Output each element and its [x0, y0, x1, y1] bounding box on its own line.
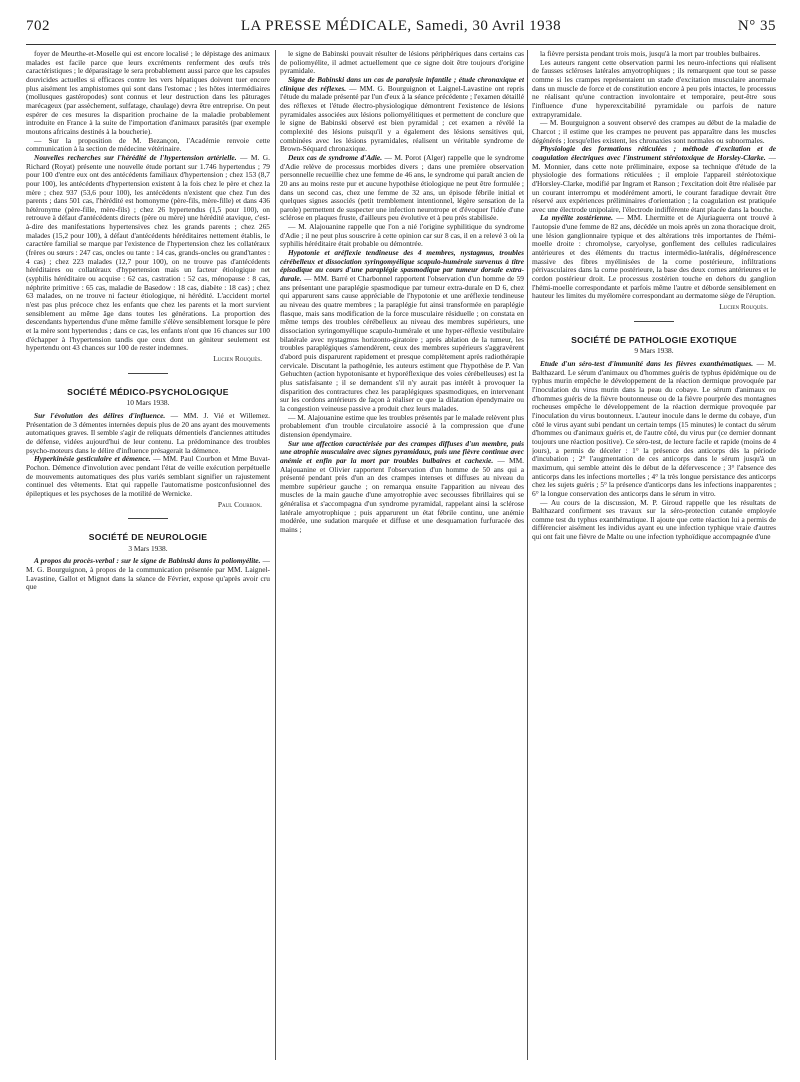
section-date: 9 Mars 1938.: [634, 346, 674, 356]
article-body: — M. Porot (Alger) rappelle que le syndrome d'Adie relève de processus morbides divers ; dans une première observation personnelle recueillie chez une femme de 46 ans, le syndrome qui paraît ancien de 20 ans au moins reste pur et aucune hypothèse étiologique ne peut être formulée ; dans un second cas, chez une femme de 32 ans, un épisode fébrile initial et quelques signes associés (petit tremblement intentionnel, légère sensation de la parole) permettent de suspecter une infection neurotrope et d'évoquer l'idée d'une sclérose en plaques fruste, d'ailleurs peu évolutive et à peu près stabilisée.: [280, 152, 524, 223]
paragraph: le signe de Babinski pouvait résulter de lésions périphériques dans certains cas de poliomyélite, il admet actuellement que ce signe doit être toujours d'origine pyramidale.: [280, 50, 524, 76]
article: [280, 154, 524, 223]
article-title: Nouvelles recherches sur l'hérédité de l'hypertension artérielle.: [34, 152, 237, 162]
article-title: Sur l'évolution des délires d'influence.: [34, 410, 166, 420]
article-title: Sur une affection caractérisée par des crampes diffuses d'un membre, puis une atrophie musculaire avec signes pyramidaux, puis une fièvre continue avec anémie et enfin par la mort par troubles bulbaires et cachexie.: [280, 438, 524, 465]
article-body: — MM. Barré et Charbonnel rapportent l'observation d'un homme de 59 ans présentant une paraplégie spasmodique par tumeur extra-durale en D 6, chez qui apparurent sans cause appréciable de l'hypotonie et une aréflexie tendineuse au niveau des quatre membres ; la paraplégie fut ainsi transformée en paraplégie flasque, mais sans modification de la force musculaire résiduelle ; on constata en même temps des troubles cérébelleux au niveau des membres supérieurs, une dissociation syringomyélique scapulo-humérale et une hyper-réflexie vestibulaire bilatérale avec nystagmus horizonto-giratoire ; après ablation de la tumeur, les troubles paraplégiques s'amendèrent, ceux des membres supérieurs s'aggravèrent d'abord puis disparurent rapidement et presque complètement après radiothérapie cervicale. Discutant la pathogénie, les auteurs estiment que l'hypothèse de P. Van Gehuchten (action hypotonisante et hyporéflexique des voies cérébelleuses) est la plus satisfaisante ; il se demandent s'il n'y aurait pas intérêt à provoquer la disparition des contractures chez les paraplégiques spasmodiques, en intervenant sur les cordons antérieurs de façon à réaliser ce que la dilatation épendymaire ou la congestion veineuse passive a produit chez leurs malades.: [280, 274, 524, 413]
article: [532, 214, 776, 301]
article-title: Physiologie des formations réticulées ; méthode d'excitation et de coagulation électriques avec l'instrument stéréotoxique de Horsley-Clarke.: [532, 144, 776, 162]
article-title: Hypotonie et aréflexie tendineuse des 4 membres, nystagmus, troubles cérébelleux et dissociation syringomyélique scapulo-humérale survenus à titre épisodique au cours d'une paraplégie spasmodique par tumeur dorsale extra-durale.: [280, 248, 524, 284]
column-1: [26, 50, 270, 1070]
section-heading: SOCIÉTÉ DE PATHOLOGIE EXOTIQUE: [571, 334, 737, 345]
article-title: Hyperkinésie gesticulaire et démence.: [34, 454, 151, 464]
article: [280, 249, 524, 413]
article: [532, 145, 776, 214]
article-title: La myélite zostérienne.: [540, 213, 614, 223]
article: [26, 412, 270, 455]
column-3: [532, 50, 776, 1070]
article-body: — M. Monnier, dans cette note préliminaire, expose sa technique d'étude de la physiologie des formations réticulées ; il emploie l'appareil stéréotoxique d'Horsley-Clarke, modifié par Ingram et Ranson ; l'excitation doit être réalisée par un courant interrompu et modérément amorti, le courant faradique devrait être réservé aux expériences préliminaires d'orientation ; la coagulation est pratiquée avec une électrode unipolaire, l'électrode indifférente étant placée dans la bouche.: [532, 152, 776, 214]
signature: Lucien Rouquès.: [719, 302, 768, 312]
column-rule: [275, 50, 276, 1060]
article-body: — M. G. Richard (Royat) présente une nouvelle étude portant sur 1.746 hypertendus ; 79 pour 100 d'entre eux ont des antécédents familiaux d'hypertension ; chez 153 (8,7 pour 100), les antécédents d'hypertension existent à la fois chez le père et chez la mère ; chez 937 (53,6 pour 100), les antécédents n'existent que chez l'un des parents ; dans 501 cas, l'hérédité est homonyme (père-fils, mère-fille) et dans 436 hétéronyme (père-fille, mère-fils) ; chez 26 hypertendus (1,5 pour 100), on retrouve à défaut d'antécédents directs (père ou mère) une hérédité atavique, c'est-à-dire des manifestations hypertensives chez les grands parents ; chez 265 malades (15,2 pour 100), à défaut d'antécédents héréditaires nettement établis, le caractère familial se marque par l'existence de l'hypertension chez les collatéraux (frères ou sœurs : 247 cas, oncles ou tante : 14 cas, grands-oncles ou grand'tantes : 4 cas) ; chez 223 malades (12,7 pour 100), on ne trouve pas d'antécédents héréditaires ou collatéraux d'hypertension mais un facteur étiologique net (syphilis héréditaire ou acquise : 62 cas, castration : 52 cas, ménopause : 8 cas, néphrite primitive : 65 cas, maladie de Basedow : 18 cas, diabète : 18 cas) ; chez 63 malades, on ne trouve ni facteur étiologique, ni hérédité. L'accident mortel n'est pas plus précoce chez les enfants que chez les parents et la mort survient sensiblement au même âge dans toutes les générations. La proportion des descendants hypertendus d'une même famille s'élève sensiblement lorsque le père et la mère sont hypertendus ; dans ce cas, les enfants n'ont que 16 chances sur 100 d'échapper à l'hypertension tandis que ceux dont un géniteur seulement est hypertendu ont 43 chances sur 100 de rester indemnes.: [26, 152, 270, 353]
article: [280, 440, 524, 535]
article-body: — MM. Alajouanine et Olivier rapportent l'observation d'un homme de 50 ans qui a présenté pendant près d'un an des crampes intenses et diffuses au niveau du membre supérieur gauche ; on remarqua ensuite l'apparition au niveau des muscles de la main gauche d'une amyotrophie avec secousses fibrillaires qui se généralisa et s'accompagna d'un syndrome pyramidal, rappelant ainsi la sclérose latérale amyotrophique ; puis apparurent un état fébrile continu, une anémie modérée, une sudation marquée et diffuse et une desquamation furfuracée des mains ;: [280, 455, 524, 535]
paragraph: la fièvre persista pendant trois mois, jusqu'à la mort par troubles bulbaires.: [540, 50, 761, 58]
article-body: — MM. Paul Courbon et Mme Buvat-Pochon. Démence d'involution avec pendant l'état de veille exécution perpétuelle de mouvements automatiques des plus variés semblant signifier un rajustement continuel des vêtements. Etat qui rappelle l'automatisme postconfusionnel des épileptiques et les psychoses de la motilité de Wernicke.: [26, 454, 270, 498]
section-date: 10 Mars 1938.: [126, 398, 170, 408]
article: [26, 455, 270, 498]
journal-title: LA PRESSE MÉDICALE, Samedi, 30 Avril 1938: [240, 18, 562, 34]
paragraph: — M. Bourguignon a souvent observé des crampes au début de la maladie de Charcot ; il estime que les crampes ne peuvent pas apparaître dans les muscles dégénérés ; lorsqu'elles existent, les chronaxies sont normales ou subnormales.: [532, 118, 776, 145]
article-body: — MM. Lhermitte et de Ajuriaguerra ont trouvé à l'autopsie d'une femme de 82 ans, décédée un mois après un zona thoracique droit, une lésion ganglionnaire typique et des altérations très importantes de l'hémi-moelle droite : chromolyse, caryolyse, gonflement des cellules radiculaires antérieures et des éléments du tractus intermédio-latéralis, dégénérescence massive des fibres myélinisées de la corne postérieure, infiltrations périvasculaires dans la corne postérieure, la base des deux cornes antérieures et le cordon postérieur droit. Le processus zostérien touche en dehors du ganglion l'hémi-moelle correspondante et parfois même l'autre et déborde sensiblement en hauteur les limites du myélomère correspondant au dermatome siège de l'éruption.: [532, 213, 776, 301]
separator: [128, 518, 168, 519]
article-title: Signe de Babinski dans un cas de paralysie infantile ; étude chronaxique et clinique des réflexes.: [280, 74, 524, 93]
article-title: A propos du procès-verbal : sur le signe de Babinski dans la poliomyélite.: [34, 556, 261, 566]
article-title: Etude d'un séro-test d'immunité dans les fièvres exanthématiques.: [540, 359, 754, 368]
column-rule: [527, 50, 528, 1060]
article-title: Deux cas de syndrome d'Adie.: [288, 152, 383, 162]
article-body: — MM. G. Bourguignon et Laignel-Lavastine ont repris l'étude du malade présenté par l'un d'eux à la séance précédente ; l'examen détaillé des réflexes et l'étude électro-physiologique démontrent l'existence de lésions pyramidales associées aux lésions poliomyélitiques et permettent de conclure que le signe de Babinski observé est bien pyramidal ; cet examen a révélé la complexité des lésions puisqu'il y a également des lésions sensitives qui, combinées avec les lésions pyramidales, réalisent un véritable syndrome de Brown-Séquard chronaxique.: [280, 83, 524, 154]
separator: [634, 321, 674, 322]
article-body: — M. Balthazard. Le sérum d'animaux ou d'hommes guéris de typhus épidémique ou de typhus murin empêche le développement de la réaction dermique provoquée par l'inoculation du virus murin dans la peau du cobaye. Le sérum d'animaux ou d'hommes guéris de la fièvre boutonneuse ou de la fièvre pourprée des montagnes rocheuses empêche le développement de la réaction dermique provoquée par l'inoculation du virus boutonneux. L'auteur inocule dans le derme du cobaye, d'un côté le virus ayant subi pendant un certain temps (15 minutes) le contact du sérum d'hommes ou d'animaux guéris et, de l'autre côté, du virus pur (ce dernier donnant toujours une réaction positive). Ce séro-test, de lecture facile et rapide (moins de 4 jours), a permis de déceler : 1° la présence des anticorps dès la période d'incubation ; 2° l'augmentation de ces anticorps dans le sérum jusqu'à un maximum, qui semble atteint dès le début de la défervescence ; 3° l'absence des anticorps dans les infections mortelles ; 4° la très longue persistance des anticorps chez les sujets guéris ; 5° la présence d'anticorps dans les infections inapparentes ; 6° la longue conservation des anticorps dans le sérum in vitro.: [532, 359, 776, 498]
page-header: [26, 18, 776, 45]
signature: Lucien Rouquès.: [213, 353, 262, 363]
paragraph: — Au cours de la discussion, M. P. Giroud rappelle que les résultats de Balthazard confirment ses travaux sur la séro-protection cutanée employée comme test du typhus exanthématique. Il ajoute que cette réaction lui a permis de différencier aisément les individus ayant eu une infection typhique vraie d'autres qui ont fait une fièvre de Malte ou une infection typhoïdique accompagnée d'une: [532, 497, 776, 542]
section-heading: SOCIÉTÉ DE NEUROLOGIE: [88, 532, 208, 543]
page-number: 702: [26, 18, 50, 34]
article-body: — MM. J. Vié et Willemez. Présentation de 3 démentes internées depuis plus de 20 ans ayant des mouvements automatiques graves. Il semble s'agir de reliquats démentiels d'anciennes attitudes de défense, vidées aujourd'hui de leur contenu. La prédominance des troubles psycho-moteurs dans le délire d'influence présagerait la démence.: [26, 410, 270, 455]
paragraph: — M. Alajouanine estime que les troubles présentés par le malade relèvent plus probablement d'un trouble circulatoire associé à la compression que d'une distension épendymaire.: [280, 412, 524, 439]
article: [26, 154, 270, 353]
separator: [128, 373, 168, 374]
signature: Paul Courbon.: [217, 499, 262, 509]
paragraph: foyer de Meurthe-et-Moselle qui est encore localisé ; le dépistage des animaux malades est facile parce que leurs excréments renferment des œufs très caractéristiques ; le déparasitage le sera probablement aussi parce que les capsules douvicides actuelles si efficaces contre les vers hépatiques doivent tuer encore plus aisément les amphistomes qui sont dans l'estomac ; les hôtes intermédiaires (mollusques gastéropodes) sont connus et leur destruction dans les pâturages marécageux (par assèchement, sulfatage, chaulage) devra être entreprise. On peut espérer de ces mesures la disparition prochaine de la maladie probablement introduite en France à la suite de l'importation d'animaux parasités (par exemple moutons africains destinés à la boucherie).: [26, 50, 270, 136]
paragraph: Les auteurs rangent cette observation parmi les neuro-infections qui réalisent de fausses scléroses latérales amyotrophiques ; ils remarquent que tout se passe comme si les crampes représentaient un stade d'excitation musculaire anormale dans un muscle de force et de constitution encore à peu près intactes, le processus ne réalisant qu'une contraction involontaire et temporaire, peut-être sous l'influence d'une hyperexcitabilité pyramidale ou parfois de nature extrapyramidale.: [532, 57, 776, 119]
section-heading: SOCIÉTÉ MÉDICO-PSYCHOLOGIQUE: [67, 386, 229, 397]
article: [26, 557, 270, 592]
paragraph: — Sur la proposition de M. Bezançon, l'Académie renvoie cette communication à la section de médecine vétérinaire.: [26, 135, 270, 154]
section-date: 3 Mars 1938.: [128, 543, 168, 553]
column-2: [280, 50, 524, 1070]
article-body: — M. G. Bourguignon, à propos de la communication présentée par MM. Laignel-Lavastine, Gallot et Mignot dans la séance de Février, expose qu'après avoir cru que: [26, 556, 270, 592]
paragraph: — M. Alajouanine rappelle que l'on a nié l'origine syphilitique du syndrome d'Adie ; il ne peut plus souscrire à cette opinion car sur 8 cas, il en a relevé 3 où la syphilis héréditaire était probable ou démontrée.: [280, 222, 524, 249]
article: [532, 360, 776, 499]
article: [280, 76, 524, 154]
issue-number: N° 35: [737, 18, 776, 34]
